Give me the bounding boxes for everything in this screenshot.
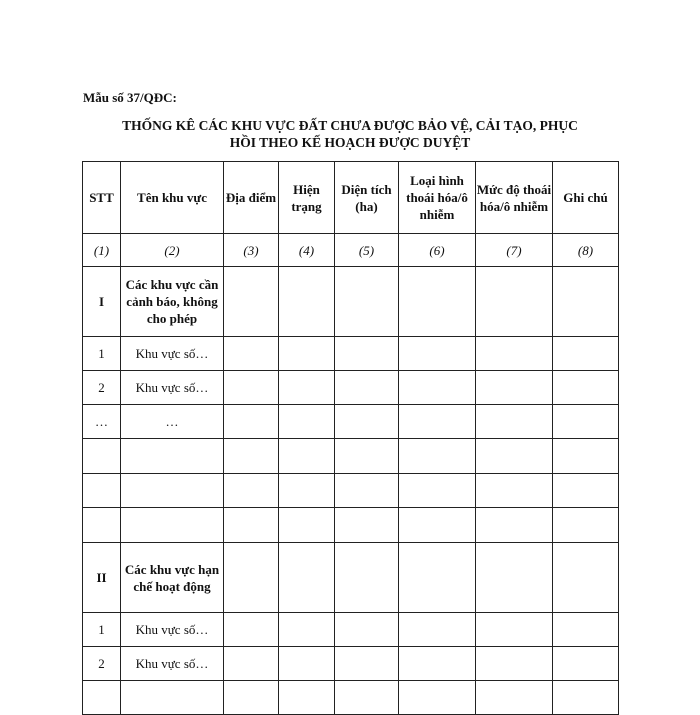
- section-row: [83, 543, 619, 613]
- table-row: [83, 337, 619, 371]
- empty-cell: [553, 371, 619, 405]
- empty-cell: [553, 681, 619, 715]
- header-area-name: Tên khu vực: [121, 162, 224, 234]
- empty-cell: [224, 337, 279, 371]
- row-stt: [83, 681, 121, 715]
- empty-cell: [224, 647, 279, 681]
- empty-cell: [476, 371, 553, 405]
- empty-cell: [553, 474, 619, 508]
- title-line-1: THỐNG KÊ CÁC KHU VỰC ĐẤT CHƯA ĐƯỢC BẢO VỆ, CẢI TẠO, PHỤC: [122, 118, 578, 133]
- empty-cell: [476, 474, 553, 508]
- table-row: [83, 439, 619, 474]
- empty-cell: [553, 405, 619, 439]
- empty-cell: [335, 337, 399, 371]
- row-stt: I: [83, 267, 121, 337]
- row-stt: 2: [83, 647, 121, 681]
- section-row: [83, 267, 619, 337]
- row-area-name: [121, 508, 224, 543]
- empty-cell: [335, 543, 399, 613]
- empty-cell: [399, 267, 476, 337]
- empty-cell: [399, 508, 476, 543]
- column-number: (7): [476, 234, 553, 267]
- row-area-name: Khu vực số…: [121, 337, 224, 371]
- empty-cell: [476, 508, 553, 543]
- empty-cell: [279, 474, 335, 508]
- header-stt: STT: [83, 162, 121, 234]
- header-notes: Ghi chú: [553, 162, 619, 234]
- empty-cell: [476, 405, 553, 439]
- row-area-name: [121, 474, 224, 508]
- row-stt: [83, 439, 121, 474]
- column-number: (3): [224, 234, 279, 267]
- empty-cell: [476, 439, 553, 474]
- empty-cell: [399, 337, 476, 371]
- column-number: (5): [335, 234, 399, 267]
- title-line-2: HỒI THEO KẾ HOẠCH ĐƯỢC DUYỆT: [229, 135, 471, 150]
- row-stt: …: [83, 405, 121, 439]
- column-number: (4): [279, 234, 335, 267]
- empty-cell: [476, 681, 553, 715]
- empty-cell: [476, 267, 553, 337]
- empty-cell: [399, 405, 476, 439]
- column-number: (2): [121, 234, 224, 267]
- empty-cell: [553, 267, 619, 337]
- empty-cell: [224, 508, 279, 543]
- empty-cell: [553, 647, 619, 681]
- empty-cell: [399, 543, 476, 613]
- empty-cell: [224, 405, 279, 439]
- empty-cell: [399, 474, 476, 508]
- empty-cell: [279, 337, 335, 371]
- header-degradation-type: Loại hình thoái hóa/ô nhiễm: [399, 162, 476, 234]
- row-area-name: Khu vực số…: [121, 371, 224, 405]
- document-title: [80, 117, 620, 151]
- empty-cell: [476, 543, 553, 613]
- empty-cell: [279, 405, 335, 439]
- empty-cell: [335, 613, 399, 647]
- column-number: (8): [553, 234, 619, 267]
- row-stt: 2: [83, 371, 121, 405]
- empty-cell: [279, 647, 335, 681]
- row-area-name: …: [121, 405, 224, 439]
- empty-cell: [279, 613, 335, 647]
- table-row: [83, 371, 619, 405]
- empty-cell: [553, 337, 619, 371]
- empty-cell: [279, 439, 335, 474]
- empty-cell: [279, 508, 335, 543]
- table-row: [83, 508, 619, 543]
- empty-cell: [476, 613, 553, 647]
- empty-cell: [399, 371, 476, 405]
- empty-cell: [279, 267, 335, 337]
- row-area-name: Khu vực số…: [121, 647, 224, 681]
- form-number: Mẫu số 37/QĐC:: [83, 90, 177, 105]
- table-row: [83, 681, 619, 715]
- empty-cell: [279, 371, 335, 405]
- empty-cell: [335, 371, 399, 405]
- row-stt: 1: [83, 613, 121, 647]
- land-area-table: [82, 161, 619, 715]
- column-number: (1): [83, 234, 121, 267]
- empty-cell: [399, 613, 476, 647]
- row-stt: [83, 474, 121, 508]
- row-area-name: [121, 681, 224, 715]
- header-degradation-level: Mức độ thoái hóa/ô nhiễm: [476, 162, 553, 234]
- empty-cell: [399, 647, 476, 681]
- empty-cell: [224, 371, 279, 405]
- empty-cell: [335, 267, 399, 337]
- header-row: [83, 162, 619, 234]
- empty-cell: [399, 439, 476, 474]
- header-area-size: Diện tích (ha): [335, 162, 399, 234]
- row-area-name: Các khu vực hạn chế hoạt động: [121, 543, 224, 613]
- row-stt: 1: [83, 337, 121, 371]
- header-location: Địa điểm: [224, 162, 279, 234]
- empty-cell: [224, 681, 279, 715]
- empty-cell: [553, 543, 619, 613]
- empty-cell: [335, 439, 399, 474]
- empty-cell: [279, 543, 335, 613]
- empty-cell: [476, 337, 553, 371]
- empty-cell: [224, 543, 279, 613]
- row-area-name: Các khu vực cần cảnh báo, không cho phép: [121, 267, 224, 337]
- row-area-name: Khu vực số…: [121, 613, 224, 647]
- table-row: [83, 613, 619, 647]
- column-number: (6): [399, 234, 476, 267]
- row-stt: [83, 508, 121, 543]
- table-row: [83, 474, 619, 508]
- column-number-row: [83, 234, 619, 267]
- empty-cell: [335, 508, 399, 543]
- empty-cell: [553, 439, 619, 474]
- empty-cell: [224, 439, 279, 474]
- empty-cell: [279, 681, 335, 715]
- table-row: [83, 405, 619, 439]
- empty-cell: [335, 474, 399, 508]
- empty-cell: [335, 647, 399, 681]
- empty-cell: [335, 405, 399, 439]
- empty-cell: [224, 613, 279, 647]
- empty-cell: [476, 647, 553, 681]
- empty-cell: [399, 681, 476, 715]
- table-row: [83, 647, 619, 681]
- empty-cell: [224, 474, 279, 508]
- row-stt: II: [83, 543, 121, 613]
- empty-cell: [553, 613, 619, 647]
- empty-cell: [335, 681, 399, 715]
- empty-cell: [224, 267, 279, 337]
- empty-cell: [553, 508, 619, 543]
- row-area-name: [121, 439, 224, 474]
- header-status: Hiện trạng: [279, 162, 335, 234]
